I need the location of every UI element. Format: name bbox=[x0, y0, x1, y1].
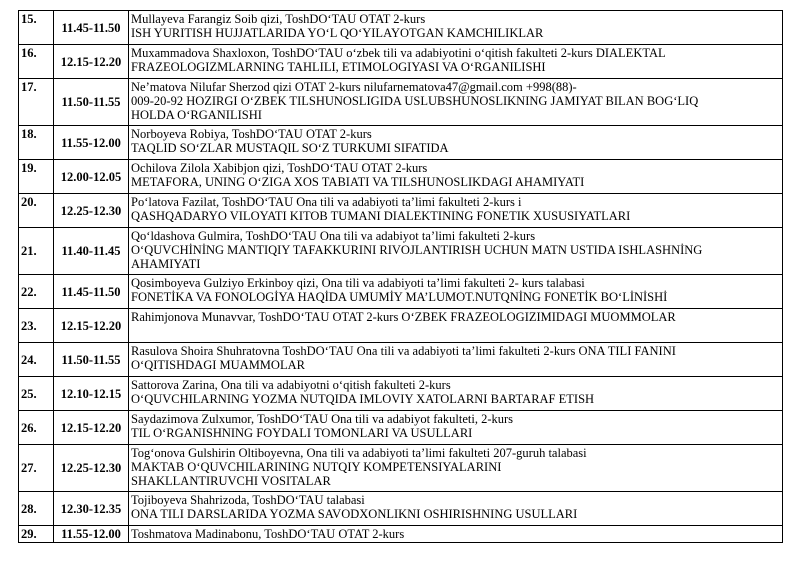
table-row bbox=[19, 309, 783, 343]
row-time: 12.15-12.20 bbox=[54, 411, 129, 445]
description-line: Ochilova Zilola Xabibjon qizi, ToshDO‘TAU OTAT 2-kurs bbox=[131, 161, 428, 175]
description-line: Muxammadova Shaxloxon, ToshDO‘TAU o‘zbek tili va adabiyotini o‘qitish fakulteti 2-kurs DIALEKTAL bbox=[131, 46, 666, 60]
row-number: 24. bbox=[19, 343, 54, 377]
row-number: 27. bbox=[19, 445, 54, 492]
description-line: Po‘latova Fazilat, ToshDO‘TAU Ona tili va adabiyoti ta’limi fakulteti 2-kurs i bbox=[131, 195, 522, 209]
row-number: 19. bbox=[19, 160, 54, 194]
description-line: QASHQADARYO VILOYATI KITOB TUMANI DIALEKTINING FONETIK XUSUSIYATLARI bbox=[131, 209, 631, 223]
description-line: TAQLID SO‘ZLAR MUSTAQIL SO‘Z TURKUMI SIFATIDA bbox=[131, 141, 449, 155]
row-description bbox=[129, 492, 783, 526]
row-number: 22. bbox=[19, 275, 54, 309]
table-row bbox=[19, 377, 783, 411]
table-row bbox=[19, 411, 783, 445]
row-description bbox=[129, 526, 783, 543]
description-line: AHAMIYATI bbox=[131, 257, 201, 271]
table-row bbox=[19, 79, 783, 126]
description-line: Tog‘onova Gulshirin Oltiboyevna, Ona tili va adabiyoti ta’limi fakulteti 207-guruh talabasi bbox=[131, 446, 587, 460]
table-row bbox=[19, 526, 783, 543]
description-line: HOLDA O‘RGANILISHI bbox=[131, 108, 262, 122]
row-description bbox=[129, 275, 783, 309]
table-row bbox=[19, 126, 783, 160]
row-description bbox=[129, 45, 783, 79]
row-time: 11.55-12.00 bbox=[54, 126, 129, 160]
table-row bbox=[19, 11, 783, 45]
row-description bbox=[129, 228, 783, 275]
row-description bbox=[129, 126, 783, 160]
description-line: Rasulova Shoira Shuhratovna ToshDO‘TAU Ona tili va adabiyoti ta’limi fakulteti 2-kurs ONA TILI FANINI bbox=[131, 344, 676, 358]
row-description bbox=[129, 160, 783, 194]
description-line: O‘QUVCHİNİNG MANTIQIY TAFAKKURINI RIVOJLANTIRISH UCHUN MATN USTIDA ISHLASHNİNG bbox=[131, 243, 703, 257]
description-line: Saydazimova Zulxumor, ToshDO‘TAU Ona tili va adabiyot fakulteti, 2-kurs bbox=[131, 412, 514, 426]
row-time: 12.00-12.05 bbox=[54, 160, 129, 194]
table-row bbox=[19, 275, 783, 309]
table-row bbox=[19, 228, 783, 275]
row-number: 26. bbox=[19, 411, 54, 445]
description-line: Qosimboyeva Gulziyo Erkinboy qizi, Ona tili va adabiyoti ta’limi fakulteti 2- kurs talabasi bbox=[131, 276, 585, 290]
row-description bbox=[129, 411, 783, 445]
row-number: 28. bbox=[19, 492, 54, 526]
schedule-rows bbox=[19, 11, 783, 543]
row-time: 11.40-11.45 bbox=[54, 228, 129, 275]
description-line: Qo‘ldashova Gulmira, ToshDO‘TAU Ona tili va adabiyot ta’limi fakulteti 2-kurs bbox=[131, 229, 536, 243]
row-number: 23. bbox=[19, 309, 54, 343]
row-description bbox=[129, 343, 783, 377]
description-line: FRAZEOLOGIZMLARNING TAHLILI, ETIMOLOGIYASI VA O‘RGANILISHI bbox=[131, 60, 546, 74]
description-line: MAKTAB O‘QUVCHILARINING NUTQIY KOMPETENSIYALARINI bbox=[131, 460, 502, 474]
row-number: 21. bbox=[19, 228, 54, 275]
row-time: 11.55-12.00 bbox=[54, 526, 129, 543]
table-row bbox=[19, 160, 783, 194]
row-number: 15. bbox=[19, 11, 54, 45]
table-row bbox=[19, 492, 783, 526]
schedule-table bbox=[18, 10, 783, 543]
description-line: Mullayeva Farangiz Soib qizi, ToshDO‘TAU OTAT 2-kurs bbox=[131, 12, 426, 26]
description-line: Toshmatova Madinabonu, ToshDO‘TAU OTAT 2-kurs bbox=[131, 527, 405, 541]
description-line: 009-20-92 HOZIRGI O‘ZBEK TILSHUNOSLIGIDA USLUBSHUNOSLIKNING JAMIYAT BILAN BOG‘LIQ bbox=[131, 94, 699, 108]
row-time: 12.30-12.35 bbox=[54, 492, 129, 526]
description-line: Norboyeva Robiya, ToshDO‘TAU OTAT 2-kurs bbox=[131, 127, 372, 141]
table-row bbox=[19, 45, 783, 79]
description-line: METAFORA, UNING O‘ZIGA XOS TABIATI VA TILSHUNOSLIKDAGI AHAMIYATI bbox=[131, 175, 585, 189]
row-description bbox=[129, 11, 783, 45]
row-time: 12.25-12.30 bbox=[54, 194, 129, 228]
description-line: ONA TILI DARSLARIDA YOZMA SAVODXONLIKNI OSHIRISHNING USULLARI bbox=[131, 507, 578, 521]
row-number: 20. bbox=[19, 194, 54, 228]
row-time: 12.15-12.20 bbox=[54, 45, 129, 79]
row-time: 11.50-11.55 bbox=[54, 343, 129, 377]
row-description bbox=[129, 377, 783, 411]
table-row bbox=[19, 194, 783, 228]
row-description bbox=[129, 194, 783, 228]
description-line: Sattorova Zarina, Ona tili va adabiyotni o‘qitish fakulteti 2-kurs bbox=[131, 378, 451, 392]
row-time: 12.15-12.20 bbox=[54, 309, 129, 343]
description-line: SHAKLLANTIRUVCHI VOSITALAR bbox=[131, 474, 331, 488]
description-line: O‘QUVCHILARNING YOZMA NUTQIDA IMLOVIY XATOLARNI BARTARAF ETISH bbox=[131, 392, 595, 406]
row-time: 12.25-12.30 bbox=[54, 445, 129, 492]
description-line: TIL O‘RGANISHNING FOYDALI TOMONLARI VA USULLARI bbox=[131, 426, 473, 440]
row-description bbox=[129, 309, 783, 343]
row-time: 11.45-11.50 bbox=[54, 11, 129, 45]
description-line: ISH YURITISH HUJJATLARIDA YO‘L QO‘YILAYOTGAN KAMCHILIKLAR bbox=[131, 26, 544, 40]
table-row bbox=[19, 445, 783, 492]
description-line: FONETİKA VA FONOLOGİYA HAQİDA UMUMİY MA’LUMOT.NUTQNİNG FONETİK BO‘LİNİSHİ bbox=[131, 290, 668, 304]
row-time: 11.45-11.50 bbox=[54, 275, 129, 309]
row-number: 16. bbox=[19, 45, 54, 79]
table-row bbox=[19, 343, 783, 377]
description-line: O‘QITISHDAGI MUAMMOLAR bbox=[131, 358, 305, 372]
row-description bbox=[129, 445, 783, 492]
description-line: Tojiboyeva Shahrizoda, ToshDO‘TAU talabasi bbox=[131, 493, 365, 507]
row-number: 29. bbox=[19, 526, 54, 543]
description-line: Rahimjonova Munavvar, ToshDO‘TAU OTAT 2-kurs O‘ZBEK FRAZEOLOGIZIMIDAGI MUOMMOLAR bbox=[131, 310, 676, 324]
row-time: 11.50-11.55 bbox=[54, 79, 129, 126]
description-line: Ne’matova Nilufar Sherzod qizi OTAT 2-kurs nilufarnematova47@gmail.com +998(88)- bbox=[131, 80, 577, 94]
row-number: 17. bbox=[19, 79, 54, 126]
row-description bbox=[129, 79, 783, 126]
row-time: 12.10-12.15 bbox=[54, 377, 129, 411]
row-number: 25. bbox=[19, 377, 54, 411]
row-number: 18. bbox=[19, 126, 54, 160]
